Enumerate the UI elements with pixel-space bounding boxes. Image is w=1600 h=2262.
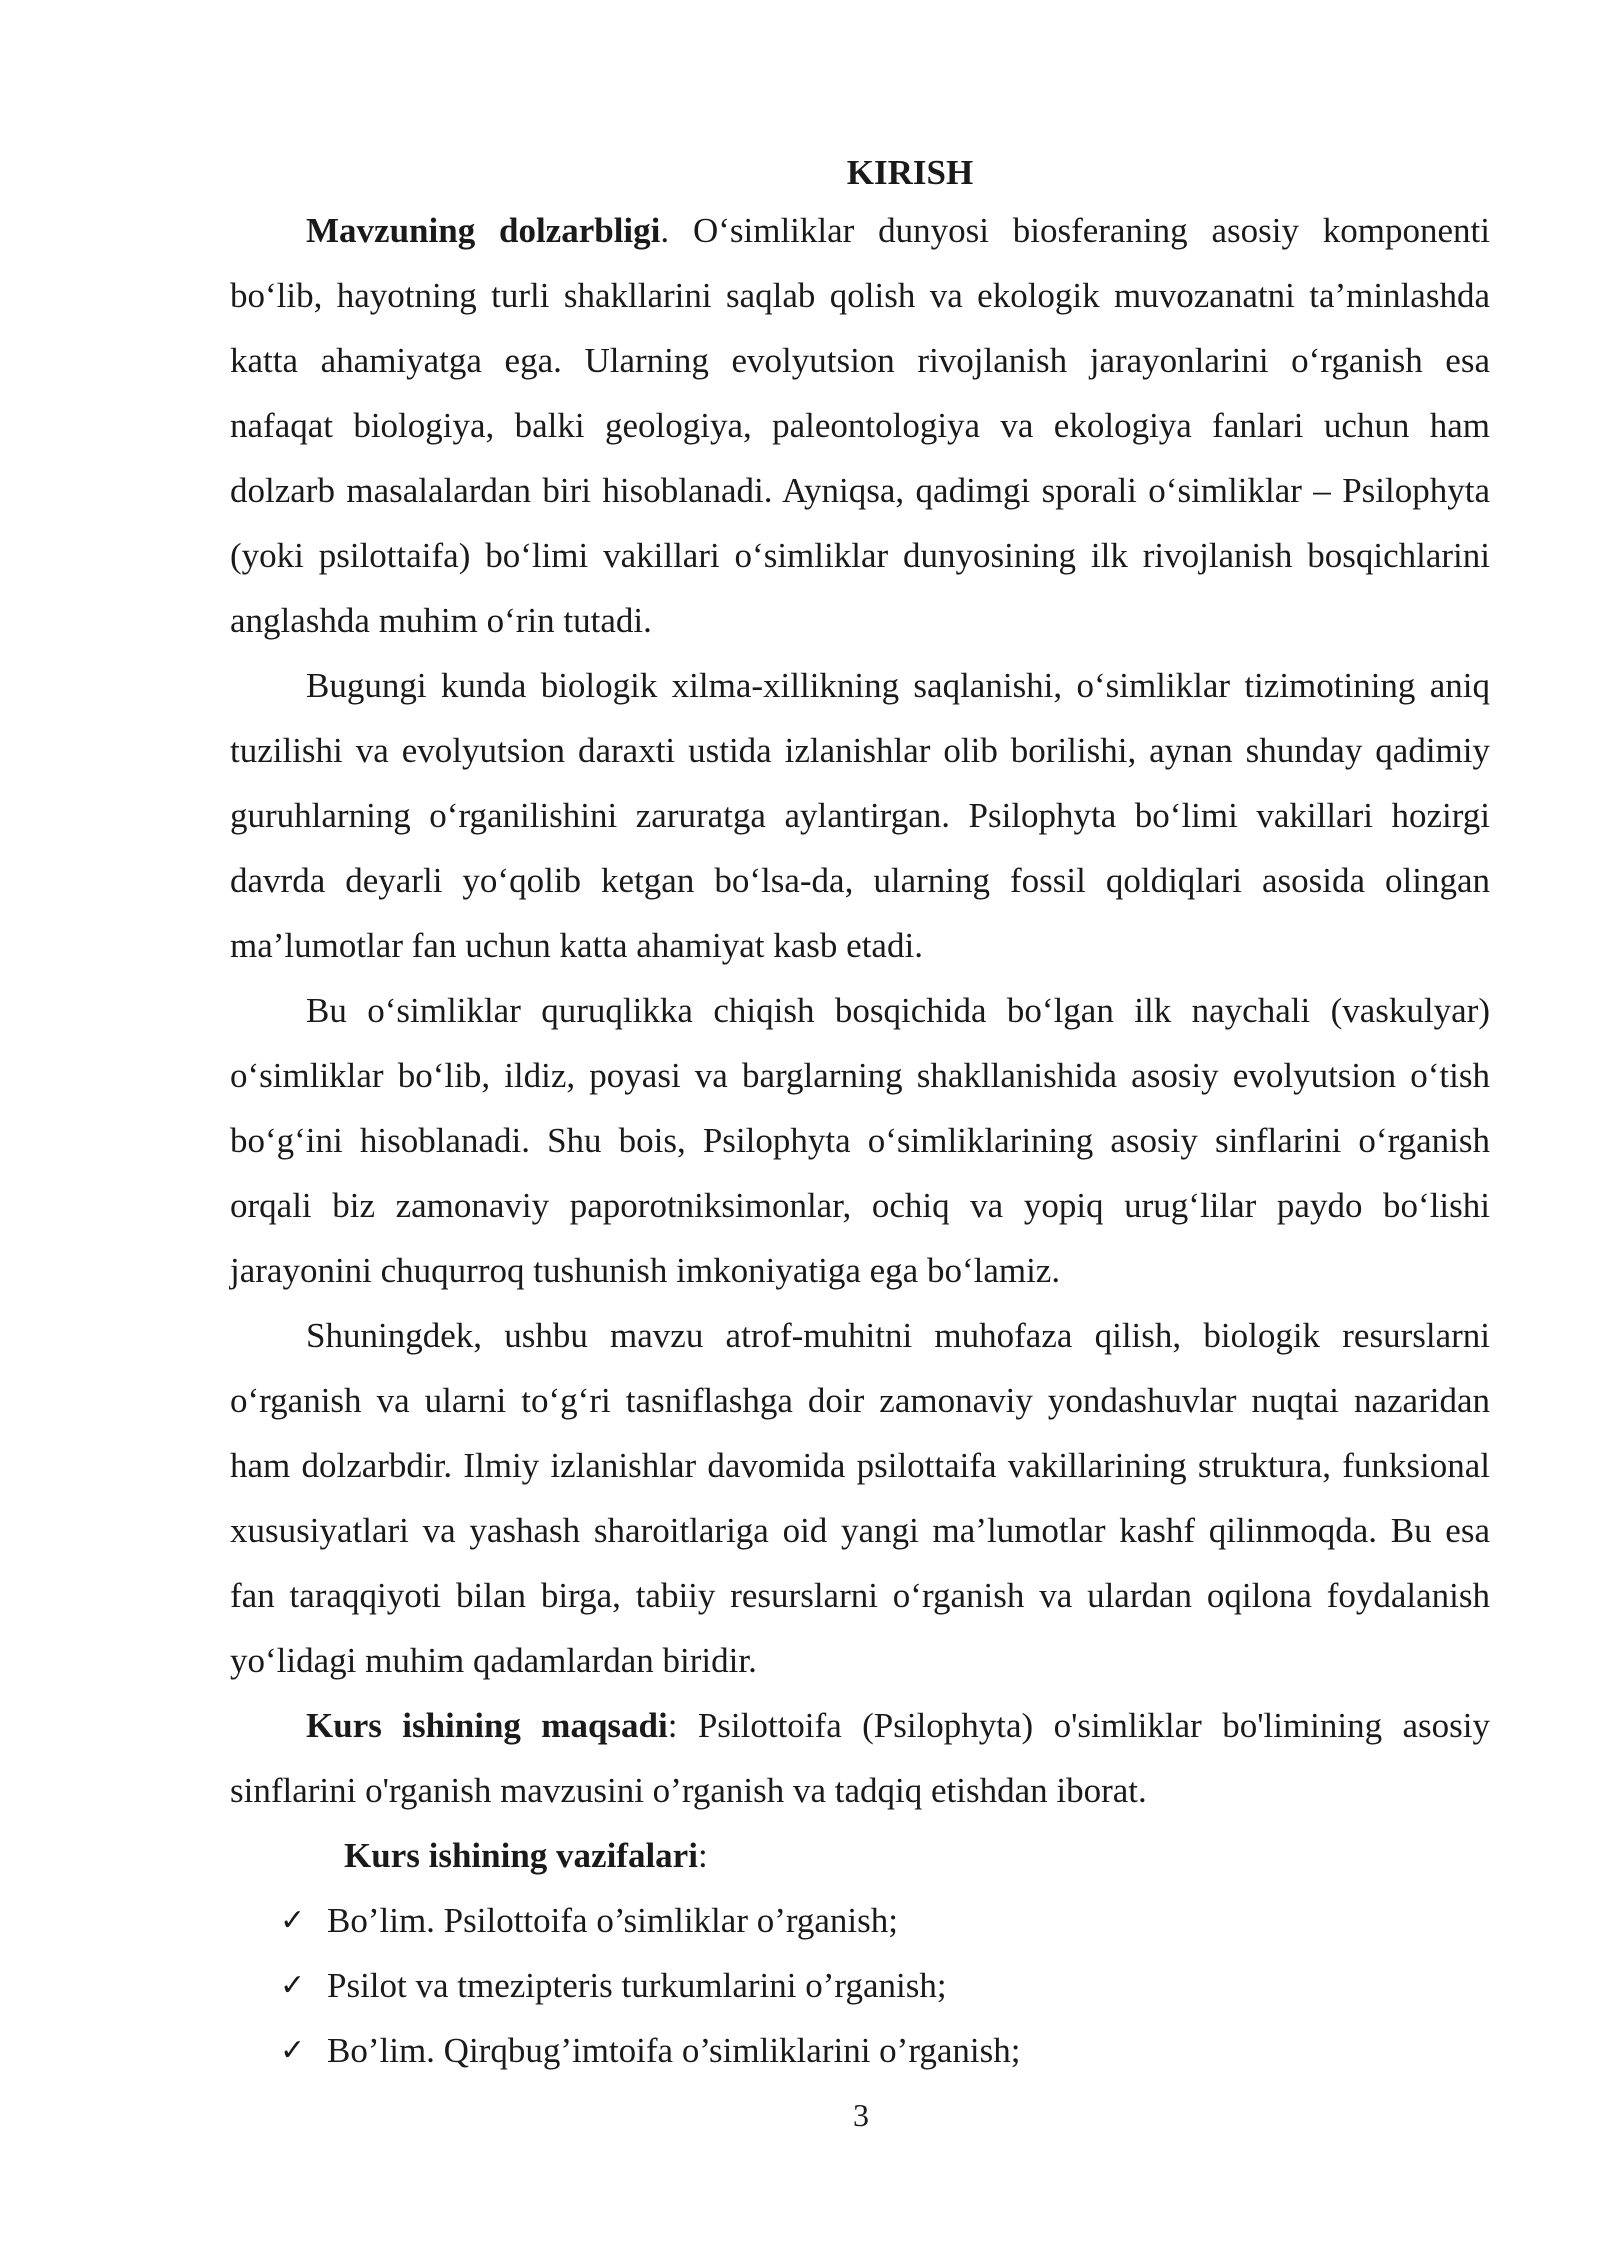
checkmark-icon: ✓ bbox=[280, 2033, 306, 2068]
list-item bbox=[230, 1953, 1490, 2018]
task-text: Psilot va tmezipteris turkumlarini o’rganish; bbox=[327, 1966, 947, 2005]
tasks-label: Kurs ishining vazifalari bbox=[344, 1836, 698, 1875]
relevance-label: Mavzuning dolzarbligi bbox=[306, 211, 661, 250]
relevance-text: O‘simliklar dunyosi biosferaning asosiy komponenti bo‘lib, hayotning turli shakllarini saqlab qolish va ekologik muvozanatni ta’minlashda katta ahamiyatga ega. Ularning evolyutsion rivojlanish jarayonlarini o‘rganish esa nafaqat biologiya, balki geologiya, paleontologiya va ekologiya fanlari uchun ham dolzarb masalalardan biri hisoblanadi. Ayniqsa, qadimgi sporali o‘simliklar – Psilophyta (yoki psilottaifa) bo‘limi vakillari o‘simliklar dunyosining ilk rivojlanish bosqichlarini anglashda muhim o‘rin tutadi. bbox=[230, 211, 1490, 640]
paragraph-4: Shuningdek, ushbu mavzu atrof-muhitni muhofaza qilish, biologik resurslarni o‘rganish va ularni to‘g‘ri tasniflashga doir zamonaviy yondashuvlar nuqtai nazaridan ham dolzarbdir. Ilmiy izlanishlar davomida psilottaifa vakillarining struktura, funksional xususiyatlari va yashash sharoitlariga oid yangi ma’lumotlar kashf qilinmoqda. Bu esa fan taraqqiyoti bilan birga, tabiiy resurslarni o‘rganish va ulardan oqilona foydalanish yo‘lidagi muhim qadamlardan biridir. bbox=[230, 1316, 1490, 1680]
section-title: KIRISH bbox=[846, 153, 974, 192]
page-content bbox=[230, 148, 1490, 2083]
goal-paragraph bbox=[230, 1693, 1490, 1823]
goal-text: Psilottoifa (Psilophyta) o'simliklar bo'limining asosiy sinflarini o'rganish mavzusini o’rganish va tadqiq etishdan iborat. bbox=[230, 1706, 1490, 1810]
tasks-label-punct: : bbox=[697, 1836, 708, 1875]
page-number: 3 bbox=[853, 2097, 869, 2133]
paragraph-2: Bugungi kunda biologik xilma-xillikning saqlanishi, o‘simliklar tizimotining aniq tuzilishi va evolyutsion daraxti ustida izlanishlar olib borilishi, aynan shunday qadimiy guruhlarning o‘rganilishini zaruratga aylantirgan. Psilophyta bo‘limi vakillari hozirgi davrda deyarli yo‘qolib ketgan bo‘lsa-da, ularning fossil qoldiqlari asosida olingan ma’lumotlar fan uchun katta ahamiyat kasb etadi. bbox=[230, 666, 1490, 965]
list-item bbox=[230, 2018, 1490, 2083]
tasks-list bbox=[230, 1888, 1490, 2083]
paragraph-3: Bu o‘simliklar quruqlikka chiqish bosqichida bo‘lgan ilk naychali (vaskulyar) o‘simliklar bo‘lib, ildiz, poyasi va barglarning shakllanishida asosiy evolyutsion o‘tish bo‘g‘ini hisoblanadi. Shu bois, Psilophyta o‘simliklarining asosiy sinflarini o‘rganish orqali biz zamonaviy paporotniksimonlar, ochiq va yopiq urug‘lilar paydo bo‘lishi jarayonini chuqurroq tushunish imkoniyatiga ega bo‘lamiz. bbox=[230, 991, 1490, 1290]
tasks-heading bbox=[344, 1823, 1490, 1888]
task-text: Bo’lim. Psilottoifa o’simliklar o’rganish; bbox=[327, 1901, 899, 1940]
relevance-label-punct: . bbox=[660, 211, 670, 250]
checkmark-icon: ✓ bbox=[280, 1903, 306, 1938]
list-item bbox=[230, 1888, 1490, 1953]
checkmark-icon: ✓ bbox=[280, 1968, 306, 2003]
relevance-paragraph bbox=[230, 198, 1490, 653]
goal-label-punct: : bbox=[667, 1706, 678, 1745]
task-text: Bo’lim. Qirqbug’imtoifa o’simliklarini o’rganish; bbox=[327, 2031, 1021, 2070]
goal-label: Kurs ishining maqsadi bbox=[306, 1706, 668, 1745]
